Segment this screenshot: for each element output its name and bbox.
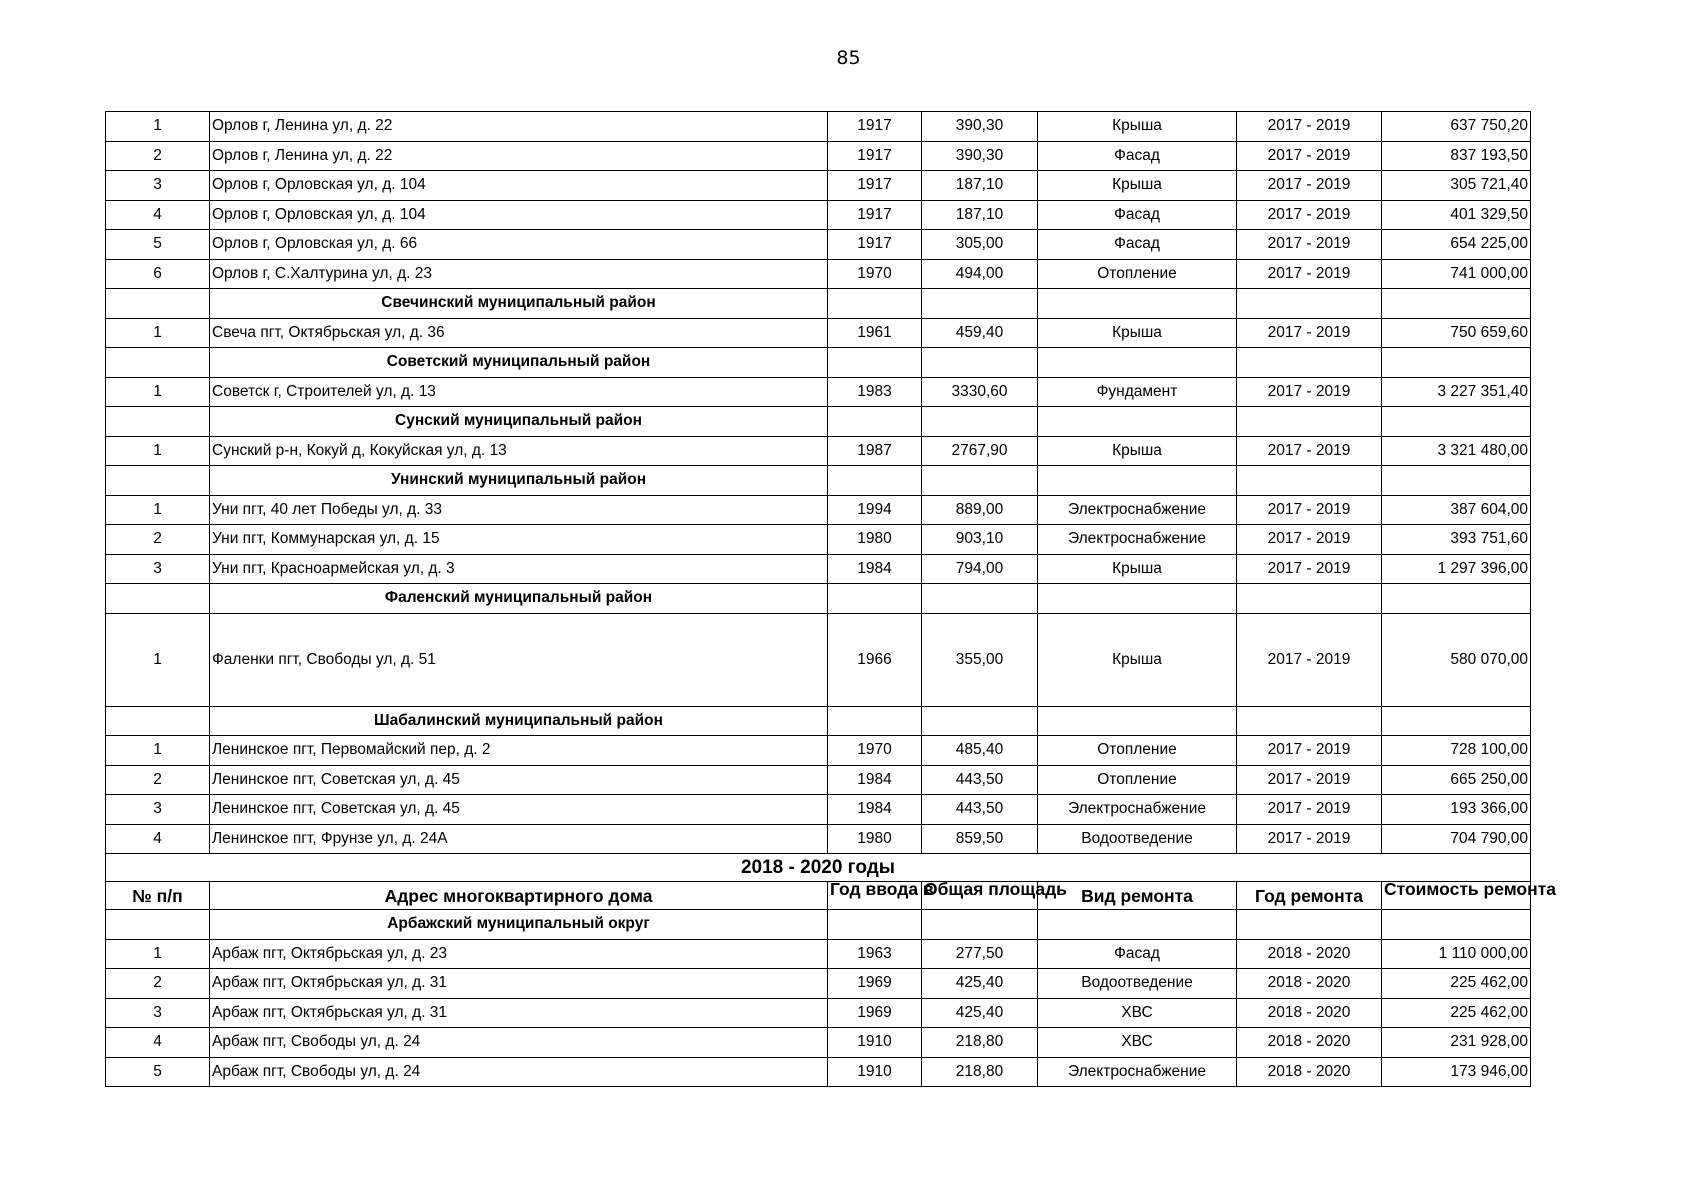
year-cell: 1980 [828, 525, 922, 555]
row-number: 5 [106, 1057, 210, 1087]
cost-cell: 387 604,00 [1382, 495, 1531, 525]
cost-cell: 580 070,00 [1382, 613, 1531, 706]
empty-cell [1237, 584, 1382, 614]
repair-type-cell: Крыша [1038, 613, 1237, 706]
section-row [106, 466, 1531, 496]
empty-cell [922, 584, 1038, 614]
cost-cell: 637 750,20 [1382, 112, 1531, 142]
cost-cell: 1 297 396,00 [1382, 554, 1531, 584]
repair-period-cell: 2018 - 2020 [1237, 1057, 1382, 1087]
table-row [106, 436, 1531, 466]
year-cell: 1969 [828, 998, 922, 1028]
row-number: 2 [106, 141, 210, 171]
repair-period-cell: 2018 - 2020 [1237, 939, 1382, 969]
repair-type-cell: Отопление [1038, 765, 1237, 795]
table-row [106, 141, 1531, 171]
empty-cell [1038, 348, 1237, 378]
repair-type-cell: Крыша [1038, 554, 1237, 584]
row-number: 2 [106, 525, 210, 555]
empty-cell [828, 348, 922, 378]
header-area: Общая площадь [922, 882, 1038, 910]
empty-cell [922, 466, 1038, 496]
area-cell: 794,00 [922, 554, 1038, 584]
repair-period-cell: 2017 - 2019 [1237, 736, 1382, 766]
cost-cell: 750 659,60 [1382, 318, 1531, 348]
empty-cell [1237, 407, 1382, 437]
area-cell: 3330,60 [922, 377, 1038, 407]
address-cell: Ленинское пгт, Советская ул, д. 45 [210, 765, 828, 795]
table-row [106, 525, 1531, 555]
empty-cell [106, 289, 210, 319]
address-cell: Арбаж пгт, Свободы ул, д. 24 [210, 1057, 828, 1087]
empty-cell [828, 910, 922, 940]
repair-period-cell: 2017 - 2019 [1237, 230, 1382, 260]
repair-type-cell: Водоотведение [1038, 824, 1237, 854]
area-cell: 390,30 [922, 112, 1038, 142]
empty-cell [1237, 348, 1382, 378]
area-cell: 859,50 [922, 824, 1038, 854]
header-period: Год ремонта [1237, 882, 1382, 910]
address-cell: Уни пгт, 40 лет Победы ул, д. 33 [210, 495, 828, 525]
area-cell: 187,10 [922, 200, 1038, 230]
empty-cell [922, 706, 1038, 736]
address-cell: Орлов г, Ленина ул, д. 22 [210, 112, 828, 142]
area-cell: 2767,90 [922, 436, 1038, 466]
section-title: Сунский муниципальный район [210, 407, 828, 437]
address-cell: Свеча пгт, Октябрьская ул, д. 36 [210, 318, 828, 348]
empty-cell [922, 407, 1038, 437]
area-cell: 494,00 [922, 259, 1038, 289]
repair-type-cell: ХВС [1038, 998, 1237, 1028]
address-cell: Арбаж пгт, Октябрьская ул, д. 31 [210, 998, 828, 1028]
address-cell: Фаленки пгт, Свободы ул, д. 51 [210, 613, 828, 706]
row-number: 1 [106, 436, 210, 466]
section-title: Советский муниципальный район [210, 348, 828, 378]
address-cell: Арбаж пгт, Октябрьская ул, д. 31 [210, 969, 828, 999]
cost-cell: 3 321 480,00 [1382, 436, 1531, 466]
section-row [106, 348, 1531, 378]
address-cell: Орлов г, Орловская ул, д. 104 [210, 171, 828, 201]
empty-cell [1038, 584, 1237, 614]
table-row [106, 554, 1531, 584]
table-row [106, 998, 1531, 1028]
row-number: 4 [106, 200, 210, 230]
repair-period-cell: 2018 - 2020 [1237, 998, 1382, 1028]
empty-cell [1038, 706, 1237, 736]
year-cell: 1963 [828, 939, 922, 969]
cost-cell: 193 366,00 [1382, 795, 1531, 825]
repair-period-cell: 2017 - 2019 [1237, 259, 1382, 289]
address-cell: Уни пгт, Красноармейская ул, д. 3 [210, 554, 828, 584]
cost-cell: 231 928,00 [1382, 1028, 1531, 1058]
repair-period-cell: 2017 - 2019 [1237, 436, 1382, 466]
repair-period-cell: 2018 - 2020 [1237, 1028, 1382, 1058]
year-cell: 1910 [828, 1057, 922, 1087]
year-cell: 1987 [828, 436, 922, 466]
row-number: 4 [106, 1028, 210, 1058]
empty-cell [106, 584, 210, 614]
repair-type-cell: Фасад [1038, 939, 1237, 969]
repair-type-cell: Фасад [1038, 141, 1237, 171]
repair-type-cell: Крыша [1038, 112, 1237, 142]
empty-cell [1382, 910, 1531, 940]
empty-cell [828, 706, 922, 736]
year-cell: 1984 [828, 554, 922, 584]
repair-type-cell: Отопление [1038, 259, 1237, 289]
table-row [106, 824, 1531, 854]
table-row [106, 765, 1531, 795]
header-cost: Стоимость ремонта [1382, 882, 1531, 910]
repair-type-cell: Электроснабжение [1038, 495, 1237, 525]
section-row [106, 910, 1531, 940]
cost-cell: 741 000,00 [1382, 259, 1531, 289]
address-cell: Ленинское пгт, Первомайский пер, д. 2 [210, 736, 828, 766]
table-row [106, 1057, 1531, 1087]
repair-period-cell: 2017 - 2019 [1237, 824, 1382, 854]
section-row [106, 407, 1531, 437]
row-number: 2 [106, 765, 210, 795]
address-cell: Орлов г, С.Халтурина ул, д. 23 [210, 259, 828, 289]
empty-cell [106, 910, 210, 940]
empty-cell [828, 407, 922, 437]
repair-type-cell: Электроснабжение [1038, 795, 1237, 825]
repair-period-cell: 2017 - 2019 [1237, 554, 1382, 584]
table-row [106, 1028, 1531, 1058]
year-cell: 1980 [828, 824, 922, 854]
repair-table [105, 111, 1556, 1087]
address-cell: Советск г, Строителей ул, д. 13 [210, 377, 828, 407]
area-cell: 903,10 [922, 525, 1038, 555]
empty-cell [1382, 466, 1531, 496]
row-number: 1 [106, 377, 210, 407]
empty-cell [922, 910, 1038, 940]
year-cell: 1910 [828, 1028, 922, 1058]
empty-cell [1382, 706, 1531, 736]
cost-cell: 1 110 000,00 [1382, 939, 1531, 969]
address-cell: Арбаж пгт, Свободы ул, д. 24 [210, 1028, 828, 1058]
row-number: 6 [106, 259, 210, 289]
row-number: 1 [106, 495, 210, 525]
repair-period-cell: 2017 - 2019 [1237, 318, 1382, 348]
empty-cell [1038, 407, 1237, 437]
period-title: 2018 - 2020 годы [106, 854, 1531, 882]
empty-cell [1382, 348, 1531, 378]
empty-cell [922, 348, 1038, 378]
year-cell: 1966 [828, 613, 922, 706]
cost-cell: 401 329,50 [1382, 200, 1531, 230]
address-cell: Уни пгт, Коммунарская ул, д. 15 [210, 525, 828, 555]
period-title-row [106, 854, 1531, 882]
cost-cell: 654 225,00 [1382, 230, 1531, 260]
empty-cell [828, 584, 922, 614]
header-address: Адрес многоквартирного дома [210, 882, 828, 910]
year-cell: 1917 [828, 112, 922, 142]
repair-type-cell: Водоотведение [1038, 969, 1237, 999]
year-cell: 1984 [828, 795, 922, 825]
header-num: № п/п [106, 882, 210, 910]
repair-type-cell: Крыша [1038, 171, 1237, 201]
column-header-row [106, 882, 1531, 910]
repair-period-cell: 2017 - 2019 [1237, 200, 1382, 230]
empty-cell [828, 289, 922, 319]
table-row [106, 230, 1531, 260]
empty-cell [106, 348, 210, 378]
section-row [106, 706, 1531, 736]
header-year: Год ввода в [828, 882, 922, 910]
year-cell: 1970 [828, 259, 922, 289]
area-cell: 425,40 [922, 998, 1038, 1028]
row-number: 1 [106, 318, 210, 348]
empty-cell [1237, 289, 1382, 319]
repair-type-cell: Фасад [1038, 230, 1237, 260]
header-repair-type: Вид ремонта [1038, 882, 1237, 910]
cost-cell: 305 721,40 [1382, 171, 1531, 201]
empty-cell [1382, 584, 1531, 614]
address-cell: Сунский р-н, Кокуй д, Кокуйская ул, д. 13 [210, 436, 828, 466]
empty-cell [106, 407, 210, 437]
row-number: 1 [106, 939, 210, 969]
empty-cell [1038, 289, 1237, 319]
empty-cell [1382, 407, 1531, 437]
row-number: 3 [106, 554, 210, 584]
area-cell: 443,50 [922, 795, 1038, 825]
row-number: 3 [106, 795, 210, 825]
table-body-2018-2020 [106, 910, 1531, 1087]
area-cell: 305,00 [922, 230, 1038, 260]
repair-period-cell: 2017 - 2019 [1237, 525, 1382, 555]
table-header-2018-2020 [106, 854, 1556, 910]
empty-cell [1237, 910, 1382, 940]
section-title: Фаленский муниципальный район [210, 584, 828, 614]
address-cell: Орлов г, Ленина ул, д. 22 [210, 141, 828, 171]
address-cell: Арбаж пгт, Октябрьская ул, д. 23 [210, 939, 828, 969]
section-title: Арбажский муниципальный округ [210, 910, 828, 940]
empty-cell [1237, 466, 1382, 496]
section-row [106, 584, 1531, 614]
repair-type-cell: Электроснабжение [1038, 525, 1237, 555]
row-number: 1 [106, 112, 210, 142]
area-cell: 277,50 [922, 939, 1038, 969]
repair-period-cell: 2017 - 2019 [1237, 112, 1382, 142]
year-cell: 1917 [828, 200, 922, 230]
table-row [106, 939, 1531, 969]
row-number: 3 [106, 171, 210, 201]
row-number: 1 [106, 613, 210, 706]
table-row [106, 377, 1531, 407]
address-cell: Ленинское пгт, Фрунзе ул, д. 24А [210, 824, 828, 854]
area-cell: 443,50 [922, 765, 1038, 795]
table-row [106, 200, 1531, 230]
table-row [106, 112, 1531, 142]
area-cell: 425,40 [922, 969, 1038, 999]
area-cell: 889,00 [922, 495, 1038, 525]
area-cell: 187,10 [922, 171, 1038, 201]
cost-cell: 837 193,50 [1382, 141, 1531, 171]
year-cell: 1917 [828, 171, 922, 201]
repair-period-cell: 2017 - 2019 [1237, 765, 1382, 795]
empty-cell [1038, 910, 1237, 940]
repair-type-cell: Фасад [1038, 200, 1237, 230]
area-cell: 218,80 [922, 1057, 1038, 1087]
repair-period-cell: 2018 - 2020 [1237, 969, 1382, 999]
cost-cell: 393 751,60 [1382, 525, 1531, 555]
table-row [106, 795, 1531, 825]
repair-type-cell: Крыша [1038, 318, 1237, 348]
empty-cell [1382, 289, 1531, 319]
year-cell: 1961 [828, 318, 922, 348]
cost-cell: 225 462,00 [1382, 998, 1531, 1028]
empty-cell [828, 466, 922, 496]
table-row [106, 259, 1531, 289]
section-row [106, 289, 1531, 319]
repair-type-cell: Фундамент [1038, 377, 1237, 407]
year-cell: 1983 [828, 377, 922, 407]
year-cell: 1970 [828, 736, 922, 766]
year-cell: 1994 [828, 495, 922, 525]
repair-type-cell: ХВС [1038, 1028, 1237, 1058]
area-cell: 485,40 [922, 736, 1038, 766]
repair-period-cell: 2017 - 2019 [1237, 613, 1382, 706]
repair-period-cell: 2017 - 2019 [1237, 141, 1382, 171]
repair-type-cell: Отопление [1038, 736, 1237, 766]
area-cell: 218,80 [922, 1028, 1038, 1058]
table-row [106, 969, 1531, 999]
empty-cell [106, 706, 210, 736]
area-cell: 390,30 [922, 141, 1038, 171]
year-cell: 1984 [828, 765, 922, 795]
table-row [106, 613, 1531, 706]
year-cell: 1969 [828, 969, 922, 999]
repair-period-cell: 2017 - 2019 [1237, 495, 1382, 525]
address-cell: Орлов г, Орловская ул, д. 104 [210, 200, 828, 230]
empty-cell [1038, 466, 1237, 496]
row-number: 4 [106, 824, 210, 854]
page-number: 85 [836, 47, 861, 69]
empty-cell [106, 466, 210, 496]
year-cell: 1917 [828, 230, 922, 260]
cost-cell: 173 946,00 [1382, 1057, 1531, 1087]
row-number: 5 [106, 230, 210, 260]
repair-type-cell: Электроснабжение [1038, 1057, 1237, 1087]
cost-cell: 665 250,00 [1382, 765, 1531, 795]
table-row [106, 318, 1531, 348]
repair-period-cell: 2017 - 2019 [1237, 377, 1382, 407]
row-number: 1 [106, 736, 210, 766]
address-cell: Ленинское пгт, Советская ул, д. 45 [210, 795, 828, 825]
table-body-2017-2019 [106, 112, 1531, 854]
repair-type-cell: Крыша [1038, 436, 1237, 466]
row-number: 2 [106, 969, 210, 999]
address-cell: Орлов г, Орловская ул, д. 66 [210, 230, 828, 260]
table-row [106, 171, 1531, 201]
table-row [106, 495, 1531, 525]
repair-period-cell: 2017 - 2019 [1237, 171, 1382, 201]
year-cell: 1917 [828, 141, 922, 171]
cost-cell: 704 790,00 [1382, 824, 1531, 854]
empty-cell [1237, 706, 1382, 736]
empty-cell [922, 289, 1038, 319]
repair-period-cell: 2017 - 2019 [1237, 795, 1382, 825]
area-cell: 459,40 [922, 318, 1038, 348]
cost-cell: 225 462,00 [1382, 969, 1531, 999]
section-title: Унинский муниципальный район [210, 466, 828, 496]
cost-cell: 728 100,00 [1382, 736, 1531, 766]
table-row [106, 736, 1531, 766]
section-title: Шабалинский муниципальный район [210, 706, 828, 736]
row-number: 3 [106, 998, 210, 1028]
area-cell: 355,00 [922, 613, 1038, 706]
cost-cell: 3 227 351,40 [1382, 377, 1531, 407]
section-title: Свечинский муниципальный район [210, 289, 828, 319]
